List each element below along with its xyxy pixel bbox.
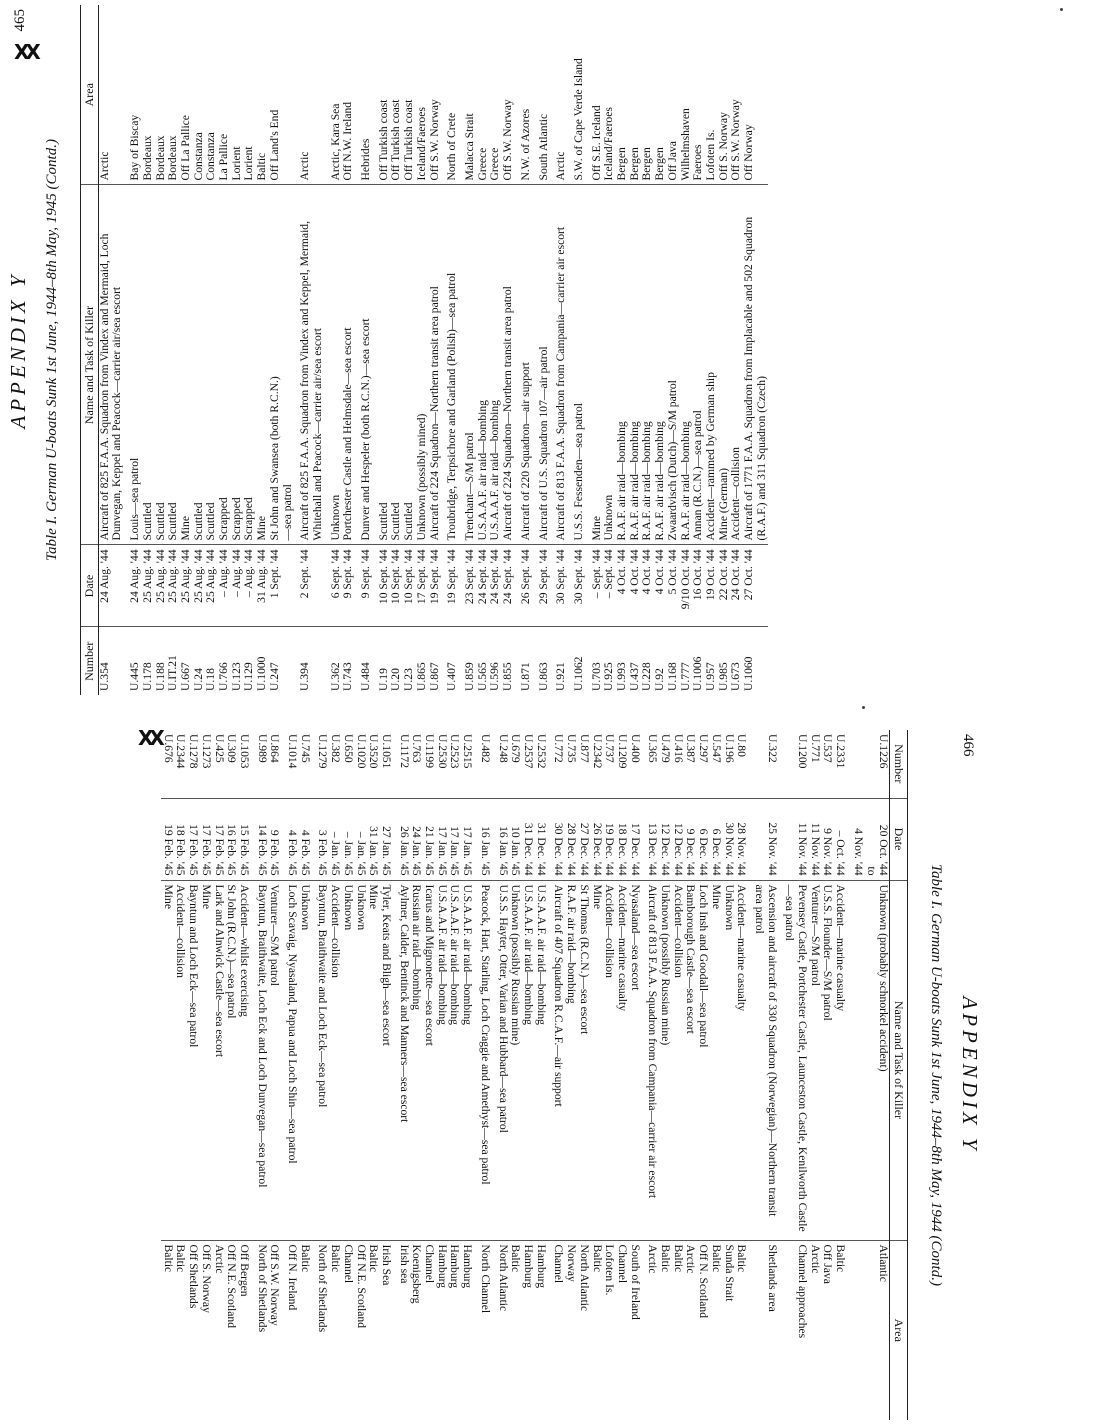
table-row [586, 5, 769, 695]
cell-area: N.W. of Azores [515, 5, 533, 185]
cell-area: Hamburg Hamburg Hamburg Channel Koenigsberg Irish sea [397, 1240, 478, 1420]
cell-area: Arctic [98, 5, 124, 185]
cell-number: U.1226 [877, 734, 891, 769]
header-date: Date [81, 545, 99, 627]
table-row [515, 5, 533, 695]
cell-killer: Unknown Portchester Castle and Helmsdale—sea escort [325, 185, 355, 545]
table-row [441, 5, 459, 695]
cell-number: U.863 [536, 662, 550, 691]
cell-killer: Aircraft of 825 F.A.A. Squadron from Vindex and Mermaid, Loch Dunvegan, Keppel and Peacock—carrier air/sea escort [98, 185, 124, 545]
cell-date: 24 Aug. '44 25 Aug. '44 25 Aug. '44 25 Aug. '44 25 Aug. '44 25 Aug. '44 25 Aug. '44 – Aug. '44 – Aug. '44 – Aug. '44 31 Aug. '44 1 Sept. '44 [124, 545, 294, 627]
cell-killer: Scuttled Scuttled Scuttled Unknown (possibly mined) Aircraft of 224 Squadron—Northern transit area patrol [373, 185, 442, 545]
cell-date: 25 Nov. '44 [752, 798, 782, 880]
cell-date: 15 Feb. '45 16 Feb. '45 17 Feb. '45 17 Feb. '45 17 Feb. '45 18 Feb. '45 19 Feb. '45 [161, 798, 255, 880]
cell-date: 26 Sept. '44 [515, 545, 533, 627]
cell-killer: Tyler, Keats and Bligh—sea escort Mine Unknown Unknown Accident—collision Bayntun, Braithwaite and Loch Eck—sea patrol [316, 880, 397, 1240]
cell-date: 29 Sept. '44 [533, 545, 551, 627]
cell-date: 28 Nov. '44 30 Nov. '44 6 Dec. '44 6 Dec. '44 9 Dec. '44 12 Dec. '44 12 Dec. '44 13 Dec. '44 [646, 798, 753, 880]
cell-area: South of Ireland Channel Lofoten Is. Baltic North Atlantic Norway Channel [552, 1240, 646, 1420]
cell-number: U.1062 [571, 656, 585, 691]
scan-speck [1060, 8, 1063, 11]
cell-area: North of Crete [441, 5, 459, 185]
cell-killer: Nyasaland—sea escort Accident—marine casualty Accident—collision Mine St Thomas (R.C.N.)—sea escort R.A.F. air raid—bombing Aircraft of 407 Squadron R.C.A.F.—air support [552, 880, 646, 1240]
table-row [316, 730, 397, 1420]
cell-number: U.362 U.743 [328, 662, 355, 691]
cell-area: Bay of Biscay Bordeaux Bordeaux Bordeaux Off La Pallice Constanza Constanza La Pallice Lorient Lorient Baltic Off Land's End [124, 5, 294, 185]
header-killer: Name and Task of Killer [890, 880, 908, 1240]
cell-killer: U.S.S. Fessenden—sea patrol [568, 185, 586, 545]
appendix-heading: APPENDIX Y [958, 996, 982, 1154]
cell-area: Baltic Sunda Strait Baltic Off N. Scotland Arctic Baltic Baltic Arctic [646, 1240, 753, 1420]
cell-area: Arctic [550, 5, 568, 185]
table-row [124, 5, 294, 695]
cell-area: Malacca Strait Greece Greece Off S.W. Norway [459, 5, 515, 185]
cell-area: Irish Sea Baltic Off N.E. Scotland Channel Baltic North of Shetlands [316, 1240, 397, 1420]
table-title: Table I. German U-boats Sunk 1st June, 1944–8th May, 1945 (Contd.) [44, 139, 60, 561]
cell-area: S.W. of Cape Verde Island [568, 5, 586, 185]
cell-killer: U.S.A.A.F. air raid—bombing U.S.A.A.F. air raid—bombing U.S.A.A.F. air raid—bombing Icarus and Mignonette—sea escort Russian air raid—bombing Aylmer, Calder, Bentinck and Manners—sea escort [397, 880, 478, 1240]
table-row [568, 5, 586, 695]
cell-killer: Peacock, Hart, Starling, Loch Craggie and Amethyst—sea patrol [478, 880, 496, 1240]
cell-date: 17 Dec. '44 18 Dec. '44 19 Dec. '44 26 Dec. '44 27 Dec. '44 28 Dec. '44 30 Dec. '44 [552, 798, 646, 880]
cell-number: U.445 U.178 U.188 U.IT.21 U.667 U.24 U.18 U.766 U.123 U.129 U.1000 U.247 [128, 655, 281, 691]
cell-number: U.322 [765, 734, 779, 763]
header-area: Area [890, 1240, 908, 1420]
table-row [98, 5, 124, 695]
page-466 [0, 730, 982, 1420]
cell-date: 2 Sept. '44 [294, 545, 324, 627]
cell-killer: Aircraft of 220 Squadron—air support [515, 185, 533, 545]
table-header-row [890, 730, 908, 1420]
cell-area: Atlantic [851, 1240, 890, 1420]
header-number: Number [890, 730, 908, 798]
cell-number: U.19 U.20 U.23 U.865 U.867 [376, 662, 441, 691]
table-row [851, 730, 890, 1420]
cell-killer: U.S.A.A.F. air raid—bombing U.S.A.A.F. air raid—bombing Unknown (possibly Russian mine) U.S.S. Hayter, Otter, Varian and Hubbard—sea patrol [496, 880, 552, 1240]
cell-date: 24 Aug. '44 [98, 545, 124, 627]
table-row [161, 730, 255, 1420]
cell-area: Hamburg Hamburg Baltic North Atlantic [496, 1240, 552, 1420]
cell-date: 27 Jan. '45 31 Jan. '45 – Jan. '45 – Jan. '45 – Jan. '45 3 Feb. '45 [316, 798, 397, 880]
cell-killer: Accident—marine casualty U.S.S. Flounder—S/M patrol Venturer—S/M patrol Pevensey Castle, Portchester Castle, Launceston Castle, Kenilworth Castle—sea patrol [783, 880, 852, 1240]
cell-area: Off S.E. Iceland Iceland/Faeroes Bergen Bergen Bergen Bergen Off Java Wilhelmshaven Faeroes Lofoten Is. Off S. Norway Off S.W. Norway Off Norway [586, 5, 769, 185]
cell-killer: Ascension and aircraft of 330 Squadron (Norwegian)—Northern transit area patrol [752, 880, 782, 1240]
table-row [478, 730, 496, 1420]
cell-number: U.2331 U.537 U.771 U.1200 [796, 734, 848, 769]
page-header [906, 730, 982, 1420]
handwritten-cross-mark: XX [14, 40, 37, 64]
cell-date: 19 Sept. '44 [441, 545, 459, 627]
cell-date: – Oct. '44 9 Nov. '44 11 Nov. '44 11 Nov. '44 [783, 798, 852, 880]
cell-date: 9 Sept. '44 [355, 545, 373, 627]
header-number: Number [81, 627, 99, 695]
cell-number: U.921 [554, 662, 568, 691]
cell-killer: Accident—marine casualty Unknown Mine Loch Insh and Goodall—sea patrol Bamborough Castle—sea escort Accident—collision Unknown (possibly Russian mine) Aircraft of 813 F.A.A. Squadron from Campania—carrier air escort [646, 880, 753, 1240]
cell-date: 16 Jan. '45 [478, 798, 496, 880]
cell-killer: Unknown Loch Scavaig, Nyasaland, Papua and Loch Shin—sea patrol [285, 880, 315, 1240]
cell-date: 23 Sept. '44 24 Sept. '44 24 Sept. '44 24 Sept. '44 [459, 545, 515, 627]
cell-killer: Aircraft of 813 F.A.A. Squadron from Campania—carrier air escort [550, 185, 568, 545]
cell-number: U.703 U.925 U.993 U.437 U.228 U.92 U.168 U.777 U.1006 U.957 U.985 U.673 U.1060 [589, 656, 756, 691]
cell-number: U.484 [359, 662, 373, 691]
page-number: 466 [960, 734, 976, 757]
cell-area: Arctic, Kara Sea Off N.W. Ireland [325, 5, 355, 185]
cell-area: Off Bergen Off N.E. Scotland Arctic Off S. Norway Off Shetlands Baltic Baltic [161, 1240, 255, 1420]
cell-number: U.400 U.1209 U.737 U.2342 U.877 U.735 U.772 [552, 734, 642, 769]
cell-date: 31 Dec. '44 31 Dec. '44 10 Jan. '45 16 Jan. '45 [496, 798, 552, 880]
cell-date: 30 Sept. '44 [550, 545, 568, 627]
uboat-table [80, 5, 768, 695]
page-number: 465 [12, 9, 28, 32]
cell-killer: Dunver and Hespeler (both R.C.N.)—sea escort [355, 185, 373, 545]
cell-date: 20 Oct. '44 to 4 Nov. '44 [851, 798, 890, 880]
cell-number: U.871 [518, 662, 532, 691]
cell-date: 9 Feb. '45 14 Feb. '45 [255, 798, 285, 880]
cell-area: South Atlantic [533, 5, 551, 185]
table-row [294, 5, 324, 695]
cell-number: U.864 U.989 [255, 734, 282, 763]
table-row [752, 730, 782, 1420]
scan-speck [862, 706, 865, 709]
cell-number: U.745 U.1014 [286, 734, 312, 769]
cell-area: Off Turkish coast Off Turkish coast Off Turkish coast Iceland/Faeroes Off S.W. Norway [373, 5, 442, 185]
table-row [552, 730, 646, 1420]
cell-killer: Louis—sea patrol Scuttled Scuttled Scuttled Mine Scuttled Scuttled Scrapped Scrapped Scrapped Mine St John and Swansea (both R.C.N.) —sea patrol [124, 185, 294, 545]
table-row [783, 730, 852, 1420]
cell-area: Arctic [294, 5, 324, 185]
cell-number: U.859 U.565 U.596 U.855 [462, 662, 515, 691]
cell-killer: Troubridge, Terpsichore and Garland (Polish)—sea patrol [441, 185, 459, 545]
table-row [496, 730, 552, 1420]
table-row [459, 5, 515, 695]
cell-area: Shetlands area [752, 1240, 782, 1420]
table-header-row [81, 5, 99, 695]
table-row [550, 5, 568, 695]
table-row [646, 730, 753, 1420]
table-row [255, 730, 285, 1420]
cell-date: 10 Sept. '44 10 Sept. '44 10 Sept. '44 17 Sept. '44 19 Sept. '44 [373, 545, 442, 627]
cell-date: 30 Sept. '44 [568, 545, 586, 627]
cell-killer: Accident—whilst exercising St John (R.C.N.)—sea patrol Lark and Alnwick Castle—sea escort Mine Bayntun and Loch Eck—sea patrol Accident—collision Mine [161, 880, 255, 1240]
cell-killer: Aircraft of 825 F.A.A. Squadron from Vindex and Keppel, Mermaid, Whitehall and Peacock—carrier air/sea escort [294, 185, 324, 545]
handwritten-cross-mark: XX [138, 726, 161, 750]
table-row [355, 5, 373, 695]
cell-number: U.1053 U.309 U.425 U.1273 U.1278 U.2344 U.676 [161, 734, 251, 769]
cell-killer: Trenchant—S/M patrol U.S.A.A.F. air raid—bombing U.S.A.A.F. air raid—bombing Aircraft of 224 Squadron—Northern transit area patrol [459, 185, 515, 545]
table-body [161, 730, 890, 1420]
cell-area: Off S.W. Norway North of Shetlands [255, 1240, 285, 1420]
cell-killer: Venturer—S/M patrol Bayntun, Braithwaite, Loch Eck and Loch Dunvegan—sea patrol [255, 880, 285, 1240]
header-date: Date [890, 798, 908, 880]
table-row [533, 5, 551, 695]
cell-area: Baltic Off Java Arctic Channel approaches [783, 1240, 852, 1420]
cell-number: U.482 [478, 734, 492, 763]
page-header [6, 5, 82, 695]
cell-date: 4 Feb. '45 4 Feb. '45 [285, 798, 315, 880]
cell-area: Hebrides [355, 5, 373, 185]
cell-number: U.2515 U.2523 U.2530 U.1199 U.763 U.1172 [397, 734, 475, 769]
table-body [98, 5, 768, 695]
cell-number: U.2532 U.2537 U.679 U.248 [496, 734, 548, 769]
cell-number: U.407 [445, 662, 459, 691]
cell-number: U.354 [97, 662, 111, 691]
cell-number: U.394 [298, 662, 312, 691]
cell-area: Baltic Off N. Ireland [285, 1240, 315, 1420]
table-row [285, 730, 315, 1420]
cell-date: 6 Sept. '44 9 Sept. '44 [325, 545, 355, 627]
cell-date: – Sept. '44 – Sept. '44 4 Oct. '44 4 Oct. '44 4 Oct. '44 4 Oct. '44 5 Oct. '44 9/10 Oct. '44 16 Oct. '44 19 Oct. '44 22 Oct. '44 24 Oct. '44 27 Oct. '44 [586, 545, 769, 627]
cell-area: North Channel [478, 1240, 496, 1420]
table-title: Table I. German U-boats Sunk 1st June, 1944–8th May, 1944 (Contd.) [928, 864, 944, 1286]
cell-killer: Aircraft of U.S. Squadron 107—air patrol [533, 185, 551, 545]
cell-killer: Mine Unknown R.A.F. air raid—bombing R.A.F. air raid—bombing R.A.F. air raid—bombing R.A.F. air raid—bombing Zwaardvisch (Dutch)—S/M patrol R.A.F. air raid—bombing Annan (R.C.N.)—sea patrol Accident—rammed by German ship Mine (German) Accident—collision Aircraft of 1771 F.A.A. Squadron from Implacable and 502 Squadron (R.A.F.) and 311 Squadron (Czech) [586, 185, 769, 545]
cell-date: 17 Jan. '45 17 Jan. '45 17 Jan. '45 21 Jan. '45 24 Jan. '45 26 Jan. '45 [397, 798, 478, 880]
table-row [325, 5, 355, 695]
uboat-table [161, 730, 908, 1420]
cell-killer: Unknown (probably schnorkel accident) [851, 880, 890, 1240]
page-465 [6, 5, 1060, 695]
table-row [397, 730, 478, 1420]
table-row [373, 5, 442, 695]
cell-number: U.80 U.196 U.547 U.297 U.387 U.416 U.479 U.365 [646, 734, 749, 763]
header-killer: Name and Task of Killer [81, 185, 99, 545]
cell-number: U.1051 U.3520 U.1020 U.650 U.382 U.1279 [316, 734, 393, 769]
appendix-heading: APPENDIX Y [6, 271, 30, 429]
header-area: Area [81, 5, 99, 185]
